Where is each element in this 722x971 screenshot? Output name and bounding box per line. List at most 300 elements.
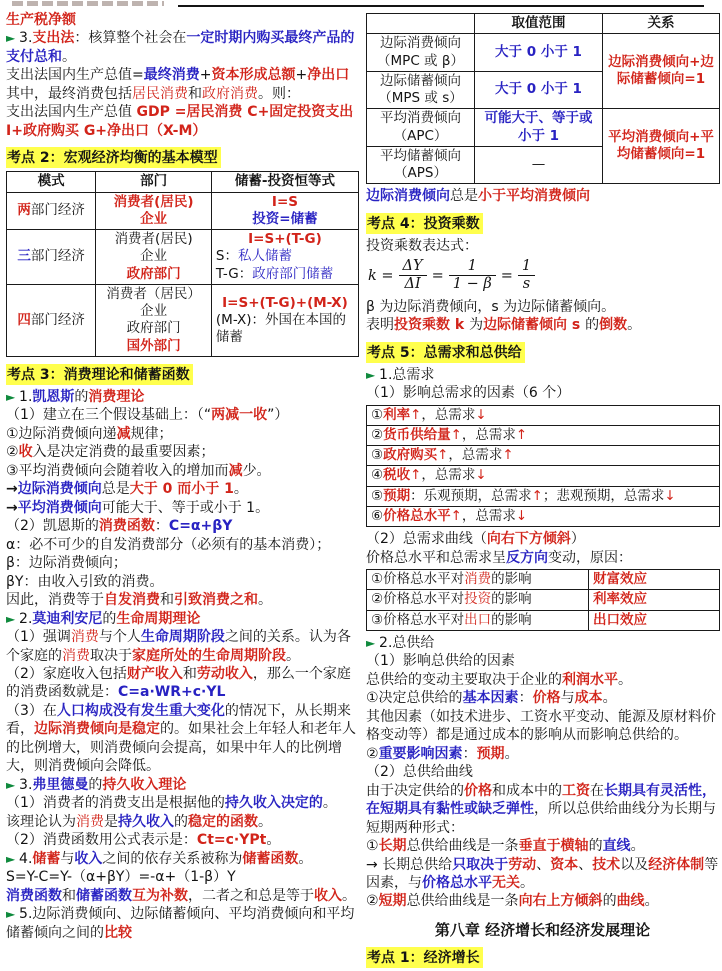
table-cell-line	[371, 467, 715, 484]
text-span: 税收	[383, 467, 411, 484]
text-span: ↓	[475, 406, 487, 423]
table-cell	[603, 34, 720, 109]
text-span: 生命周期阶段	[140, 629, 225, 646]
text-span: ①决定总供给的	[366, 690, 463, 707]
paragraph	[6, 480, 359, 498]
paragraph	[366, 298, 719, 316]
text-span: ↑	[410, 406, 422, 423]
text-span: 重要影响因素	[378, 745, 463, 762]
text-span: 四	[17, 311, 31, 328]
text-span: α：必不可少的自发消费部分（必须有的基本消费）；	[6, 536, 331, 553]
table-cell-line	[371, 571, 584, 588]
text-span: 表明	[366, 317, 394, 334]
table-cell-line	[593, 591, 715, 608]
paragraph	[6, 499, 359, 517]
text-span: （1）影响总供给的因素	[366, 653, 515, 670]
fraction	[399, 258, 427, 292]
table-cell	[603, 109, 720, 184]
text-span: 短期	[378, 893, 407, 910]
paragraph	[6, 11, 359, 29]
text-span: 3.	[19, 30, 33, 47]
table-cell-line	[479, 81, 598, 98]
page-top-remnant	[6, 0, 718, 11]
text-span: ②	[6, 444, 19, 461]
text-span: T-G：	[215, 265, 253, 282]
text-span: 。	[62, 48, 76, 65]
table-cell	[475, 34, 603, 72]
table-cell-line	[371, 488, 715, 505]
text-span: 为	[469, 317, 484, 334]
text-span: 企业	[140, 248, 168, 265]
formula-term: =	[500, 267, 513, 284]
text-span: 财富效应	[593, 571, 647, 588]
text-span: 考点 2：宏观经济均衡的基本模型	[7, 150, 218, 167]
text-span: 其他因素（如技术进步、工资水平变动、能源及原材料价格变动等）都是通过成本的影响从而影响总供给的。	[366, 708, 716, 744]
table-cell	[96, 192, 212, 230]
text-span: 资本形成总额	[211, 67, 296, 84]
text-span: β 为边际消费倾向，s 为边际储蓄倾向。	[366, 298, 616, 315]
text-span: 持久收入	[118, 813, 174, 830]
text-span: ，总需求	[421, 406, 476, 423]
text-span: 边际消费倾向	[366, 188, 450, 205]
text-span: Ct=c·YPt	[196, 832, 267, 849]
table-cell-line	[479, 44, 598, 61]
paragraph	[366, 837, 719, 855]
text-span: 第八章 经济增长和经济发展理论	[434, 920, 651, 939]
table-cell-line	[371, 447, 715, 464]
text-span: 。	[266, 832, 281, 849]
text-span: 平均消费倾向	[17, 499, 102, 516]
table-cell-line	[11, 173, 91, 190]
text-span: 价格总水平	[422, 874, 492, 891]
text-span: 入是决定消费的最重要因素；	[32, 444, 215, 461]
text-span: S=Y-C=Y-（α+βY）=-α+（1-β）Y	[6, 869, 236, 886]
text-span: 的	[74, 388, 89, 405]
table-cell-line	[100, 266, 207, 283]
text-span: 部门	[140, 173, 168, 190]
text-span: 大于 0 小于 1	[495, 81, 582, 98]
text-span: 生命周期理论	[116, 610, 201, 627]
text-span: ↑	[410, 467, 422, 484]
text-span: 边际消费倾向+边际储蓄倾向=1	[608, 54, 714, 88]
table-cell-line	[100, 248, 207, 265]
highlighted-title	[6, 147, 221, 168]
text-span: ↑	[531, 487, 543, 504]
table-cell	[475, 146, 603, 184]
text-span: 政府部门	[126, 265, 181, 282]
text-span: 边际储蓄倾向 s	[483, 317, 586, 334]
text-span: 利润水平	[562, 671, 618, 688]
paragraph	[6, 591, 359, 609]
text-span: 企业	[140, 303, 168, 320]
data-table	[366, 13, 720, 184]
text-span: 储蓄函数	[242, 850, 299, 867]
highlighted-title	[366, 342, 525, 363]
text-span: 投资乘数表达式：	[366, 237, 478, 254]
table-cell-line	[371, 612, 584, 629]
text-span: 的情况下，从长期来看，	[6, 702, 351, 738]
text-span: 部门经济	[30, 248, 85, 265]
text-span: 自发消费	[104, 592, 160, 609]
exam-point-header	[6, 364, 359, 385]
paragraph	[6, 517, 359, 535]
formula-term: k =	[368, 267, 394, 284]
text-span: 消费	[70, 629, 99, 646]
text-span: 1.总需求	[379, 366, 435, 383]
text-span: ①	[371, 406, 384, 423]
paragraph	[6, 702, 359, 776]
text-span: 收入	[74, 850, 103, 867]
text-span: （1）强调	[6, 629, 71, 646]
text-span: 政府部门	[126, 320, 181, 337]
table-row	[7, 172, 359, 192]
table-cell	[367, 109, 475, 147]
paragraph	[6, 85, 359, 103]
text-span: GDP =居民消费 C+固定投资支出 I+政府购买 G+净出口（X-M）	[6, 104, 354, 139]
table-row	[7, 230, 359, 285]
text-span: 。	[286, 647, 300, 664]
table-cell-line	[216, 173, 354, 190]
text-span: 部门经济	[30, 202, 85, 219]
text-span: 以及	[620, 856, 649, 873]
text-span: （3）在	[6, 702, 57, 719]
exam-point-header	[366, 947, 719, 968]
text-span: 。	[520, 874, 534, 891]
table-cell	[367, 486, 720, 506]
text-span: ③平均消费倾向会随着收入的增加而	[6, 462, 229, 479]
table-cell-line	[216, 211, 354, 228]
paragraph	[366, 782, 719, 837]
bullet-arrow-icon: ►	[6, 611, 20, 626]
text-span: 的	[585, 317, 600, 334]
table-row	[367, 466, 720, 486]
text-span: 减	[228, 462, 243, 479]
table-cell-line	[371, 407, 715, 424]
formula-term: ΔI	[404, 276, 421, 292]
text-span: 平均消费倾向+平均储蓄倾向=1	[608, 129, 714, 163]
bullet-arrow-icon: ►	[366, 367, 380, 382]
text-span: （1）消费者的消费支出是根据他的	[6, 795, 225, 812]
text-span: 利率	[383, 406, 411, 423]
text-span: （2）家庭收入包括	[6, 665, 127, 682]
text-span: 。	[627, 317, 642, 334]
paragraph	[366, 671, 719, 689]
text-span: 反方向	[506, 549, 548, 566]
table-cell	[7, 284, 96, 356]
table-row	[367, 14, 720, 34]
bullet-arrow-icon: ►	[6, 907, 20, 922]
table-cell-line	[11, 202, 91, 219]
text-span: ②	[371, 426, 384, 443]
text-span: 消费	[464, 571, 492, 588]
paragraph	[6, 29, 359, 66]
text-span: ↓	[664, 487, 676, 504]
table-cell	[589, 590, 720, 610]
bullet-arrow-icon: ►	[6, 851, 20, 866]
paragraph	[6, 573, 359, 591]
text-span: 与	[60, 850, 75, 867]
text-span: 价格	[464, 782, 492, 799]
text-span: ③	[371, 447, 384, 464]
bullet-arrow-icon: ►	[6, 777, 20, 792]
text-span: ↑	[450, 426, 462, 443]
text-span: 人口构成没有发生重大变化	[56, 702, 225, 719]
clipped-text-remnant	[12, 1, 164, 6]
text-span: 无关	[492, 874, 520, 891]
text-span: 消费	[76, 813, 104, 830]
text-span: 家庭所处的生命周期阶段	[132, 647, 286, 664]
text-span: ）	[570, 531, 585, 548]
text-span: 互为补数	[132, 887, 188, 904]
highlighted-title	[6, 364, 193, 385]
text-span: ↑	[502, 447, 514, 464]
table-cell	[367, 590, 589, 610]
paragraph	[366, 708, 719, 745]
two-column-layout	[6, 11, 718, 971]
text-span: 国外部门	[126, 337, 181, 354]
text-span: ②	[366, 745, 379, 762]
table-cell	[367, 466, 720, 486]
text-span: ：核算整个社会在	[74, 30, 187, 47]
text-span: 的影响	[491, 571, 532, 588]
text-span: 平均消费倾向（APC）	[380, 110, 461, 144]
text-span: 消费	[62, 647, 90, 664]
text-span: 支出法国内生产总值	[6, 104, 137, 121]
text-span: β：边际消费倾向；	[6, 555, 127, 572]
data-table	[6, 171, 359, 357]
text-span: 大于 0 小于 1	[495, 43, 582, 60]
text-span: ⑥	[371, 507, 384, 524]
text-span: C=a·WR+c·YL	[118, 684, 226, 701]
text-span: 劳动	[508, 856, 537, 873]
text-span: ，总需求	[448, 447, 503, 464]
text-span: 工资	[562, 782, 590, 799]
text-span: ；悲观预期，总需求	[542, 487, 665, 504]
text-span: ↓	[475, 467, 487, 484]
text-span: ↑	[515, 426, 528, 443]
table-cell	[211, 230, 358, 285]
text-span: 边际储蓄倾向（MPS 或 s）	[378, 72, 463, 107]
text-span: ，总需求	[461, 507, 516, 524]
paragraph	[6, 443, 359, 461]
text-span: 和	[182, 665, 197, 682]
text-span: 边际消费倾向	[17, 481, 102, 498]
text-span: 2.总供给	[379, 634, 435, 651]
text-span: 长期具有灵活性，在短期具有黏性或缺乏弹性	[366, 782, 716, 818]
table-cell-line	[371, 73, 470, 108]
text-span: 成本	[574, 690, 603, 707]
table-row	[367, 590, 720, 610]
text-span: （1）建立在三个假设基础上：（“	[6, 407, 212, 424]
text-span: ，二者之和总是等于	[188, 887, 314, 904]
text-span: 收入	[314, 887, 342, 904]
paragraph	[6, 776, 359, 794]
text-span: （2）总需求曲线（	[366, 531, 487, 548]
text-span: 大于 0 而小于 1	[129, 481, 234, 498]
text-span: 。	[298, 850, 313, 867]
table-cell	[475, 71, 603, 109]
text-span: 5.边际消费倾向、边际储蓄倾向、平均消费倾向和平均储蓄倾向之间的	[6, 906, 355, 941]
text-span: 两减一收	[211, 407, 268, 424]
text-span: I=S+(T-G)+(M-X)	[222, 294, 348, 311]
text-span: 小于平均消费倾向	[478, 188, 590, 205]
text-span: 由于决定供给的	[366, 782, 464, 799]
table-row	[367, 570, 720, 590]
text-span: 生产税净额	[6, 12, 76, 28]
text-span: 企业	[140, 210, 168, 227]
paragraph	[6, 610, 359, 628]
text-span: ”）	[267, 407, 289, 424]
text-span: 考点 4：投资乘数	[367, 215, 480, 232]
table-row	[7, 192, 359, 230]
text-span: 消费函数	[6, 887, 62, 904]
paragraph	[6, 868, 359, 886]
table-header-cell	[96, 172, 212, 192]
text-span: 支出法	[32, 30, 75, 47]
text-span: 投资=储蓄	[252, 210, 318, 227]
horizontal-rule	[178, 5, 704, 7]
paragraph	[6, 425, 359, 443]
table-cell	[367, 34, 475, 72]
text-span: →	[6, 481, 18, 498]
paragraph	[366, 549, 719, 567]
text-span: 持久收入决定的	[224, 795, 323, 812]
exam-point-header	[366, 213, 719, 234]
text-span: I=S	[271, 193, 298, 210]
table-cell	[367, 71, 475, 109]
text-span: ②价格总水平对	[371, 591, 465, 608]
text-span: 之间的依存关系被称为	[102, 850, 243, 867]
table-cell	[367, 610, 589, 630]
paragraph	[366, 366, 719, 384]
text-span: 价格总水平	[383, 507, 451, 524]
table-row	[367, 486, 720, 506]
table-cell-line	[100, 303, 207, 320]
text-span: 关系	[647, 15, 675, 31]
text-span: 投资乘数 k	[394, 317, 470, 334]
chapter-heading	[366, 919, 719, 940]
text-span: 取决于	[90, 647, 132, 664]
text-span: （2）消费函数用公式表示是：	[6, 832, 197, 849]
paragraph	[6, 813, 359, 831]
text-span: 向右下方倾斜	[486, 531, 571, 548]
table-cell	[7, 192, 96, 230]
text-span: ：	[518, 690, 533, 707]
fraction	[518, 258, 535, 292]
text-span: 取值范围	[511, 15, 566, 31]
table-row	[367, 34, 720, 72]
text-span: 政府部门储蓄	[252, 265, 334, 282]
text-span: 最终消费	[143, 67, 200, 84]
text-span: 货币供给量	[383, 426, 451, 443]
paragraph	[6, 406, 359, 424]
paragraph	[6, 665, 359, 702]
text-span: 垂直于横轴	[518, 838, 589, 855]
table-cell-line	[479, 110, 598, 145]
text-span: 政府消费	[202, 85, 258, 102]
table-cell	[367, 425, 720, 445]
text-span: 的	[602, 893, 617, 910]
table-cell-line	[216, 194, 354, 211]
text-span: 。	[618, 671, 632, 688]
table-row	[7, 284, 359, 356]
paragraph	[6, 628, 359, 665]
text-span: 。	[322, 795, 337, 812]
text-span: 规律；	[130, 425, 173, 442]
table-cell	[7, 230, 96, 285]
text-span: 私人储蓄	[237, 248, 292, 265]
table-cell-line	[216, 312, 354, 347]
text-span: 边际消费倾向是稳定	[34, 721, 160, 738]
table-cell-line	[479, 15, 598, 32]
paragraph	[6, 831, 359, 849]
text-span: 总供给曲线是一条	[406, 893, 519, 910]
text-span: 曲线	[616, 893, 645, 910]
text-span: ：	[154, 518, 169, 535]
table-cell	[96, 284, 212, 356]
text-span: （2）总供给曲线	[366, 764, 473, 781]
table-cell-line	[371, 591, 584, 608]
text-span: 弗里德曼	[32, 776, 89, 793]
text-span: ②	[366, 893, 379, 910]
paragraph	[6, 554, 359, 572]
text-span: （2）凯恩斯的	[6, 518, 99, 535]
formula-term: 1	[449, 258, 496, 276]
paragraph	[6, 103, 359, 140]
text-span: 减	[116, 425, 131, 442]
text-span: 消费者(居民)	[113, 193, 194, 210]
text-span: ③价格总水平对	[371, 611, 465, 628]
text-span: 向右上方倾斜	[518, 893, 603, 910]
text-span: 劳动收入	[196, 665, 253, 682]
text-span: 可能大于、等于或小于 1。	[101, 499, 270, 516]
table-cell-line	[11, 248, 91, 265]
text-span: 支出法国内生产总值=	[6, 67, 144, 84]
text-span: 考点 5：总需求和总供给	[367, 344, 522, 361]
paragraph	[366, 745, 719, 763]
formula-term: 1	[518, 258, 535, 276]
table-cell-line	[100, 320, 207, 337]
text-span: 、	[536, 856, 551, 873]
table-cell-line	[100, 286, 207, 303]
text-span: 的影响	[491, 591, 532, 608]
text-span: 与个人	[98, 629, 141, 646]
table-cell	[475, 109, 603, 147]
paragraph	[366, 856, 719, 893]
text-span: 1.	[19, 388, 33, 405]
table-cell	[367, 570, 589, 590]
bullet-arrow-icon: ►	[6, 31, 20, 46]
highlighted-title	[366, 947, 483, 968]
text-span: ①价格总水平对	[371, 571, 465, 588]
bullet-arrow-icon: ►	[6, 389, 20, 404]
table-row	[367, 425, 720, 445]
table-row	[367, 405, 720, 425]
text-span: 凯恩斯	[32, 388, 75, 405]
text-span: 消费函数	[98, 518, 155, 535]
table-row	[367, 506, 720, 526]
text-span: 可能大于、等于或小于 1	[484, 110, 593, 144]
table-cell-line	[11, 312, 91, 329]
text-span: 。	[630, 838, 645, 855]
table-cell	[211, 284, 358, 356]
table-cell-line	[371, 148, 470, 183]
text-span: 是	[104, 813, 118, 830]
text-span: 、	[578, 856, 593, 873]
text-span: ↓	[515, 507, 528, 524]
text-span: 出口	[464, 611, 492, 628]
paragraph	[366, 530, 719, 548]
